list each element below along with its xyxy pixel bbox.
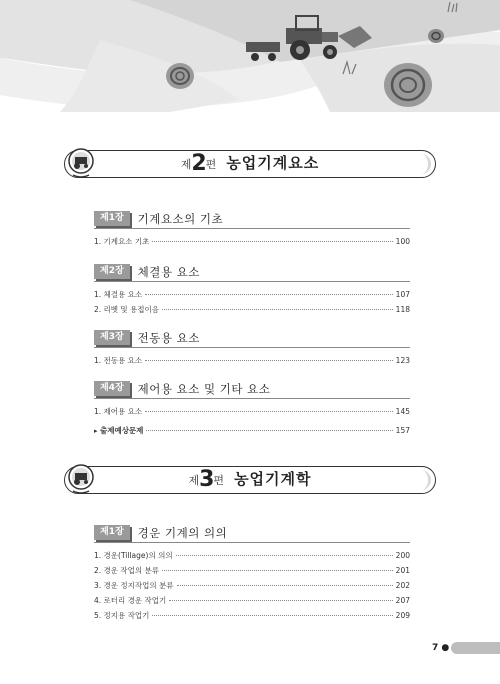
part-number: 2 bbox=[191, 151, 206, 176]
chapter-section bbox=[94, 261, 410, 319]
chapter-tag: 제3장 bbox=[94, 330, 130, 345]
chapter-title: 전동용 요소 bbox=[137, 330, 200, 345]
part-suffix: 편 bbox=[205, 158, 217, 171]
chapter-title: 기계요소의 기초 bbox=[137, 211, 224, 226]
chapter-tag: 제4장 bbox=[94, 381, 130, 396]
toc-entry[interactable] bbox=[94, 550, 410, 565]
toc-entry-page: 107 bbox=[395, 290, 410, 299]
page-number bbox=[432, 640, 449, 656]
chapter-tag: 제1장 bbox=[94, 211, 130, 226]
toc-entry-title: 5. 정지용 작업기 bbox=[94, 611, 150, 620]
part-3-banner bbox=[64, 466, 436, 494]
dot-leader bbox=[177, 585, 393, 586]
part-prefix: 제 bbox=[180, 158, 192, 171]
chapter-header bbox=[94, 378, 410, 396]
part-title bbox=[64, 152, 436, 176]
toc-entry-title: ▸ 출제예상문제 bbox=[94, 425, 143, 436]
page-number-tab bbox=[451, 642, 500, 654]
chapter-header bbox=[94, 327, 410, 345]
dot-leader bbox=[169, 600, 392, 601]
part-suffix: 편 bbox=[213, 474, 225, 487]
dot-leader bbox=[145, 360, 393, 361]
dot-leader bbox=[176, 555, 393, 556]
part-title bbox=[64, 468, 436, 492]
toc-entry[interactable] bbox=[94, 236, 410, 251]
toc-entry[interactable] bbox=[94, 304, 410, 319]
chapter-header bbox=[94, 208, 410, 226]
chapter-title: 제어용 요소 및 기타 요소 bbox=[137, 381, 271, 396]
toc-entry-page: 157 bbox=[395, 426, 410, 435]
toc-entry-title: 2. 경운 작업의 분류 bbox=[94, 566, 160, 575]
chapter-title: 경운 기계의 의의 bbox=[137, 525, 228, 540]
toc-entry-page: 200 bbox=[395, 551, 410, 560]
toc-entry-page: 201 bbox=[395, 566, 410, 575]
chapter-section bbox=[94, 208, 410, 251]
toc-entry-page: 207 bbox=[395, 596, 410, 605]
dot-leader bbox=[152, 241, 392, 242]
part-2-banner bbox=[64, 150, 436, 178]
toc-entry-title: 1. 제어용 요소 bbox=[94, 407, 143, 416]
toc-entry-title: 4. 로터리 경운 작업기 bbox=[94, 596, 167, 605]
chapter-section bbox=[94, 378, 410, 440]
header-illustration bbox=[0, 0, 500, 112]
dot-leader bbox=[145, 294, 393, 295]
bullet-icon: ● bbox=[441, 643, 450, 653]
toc-entry-page: 145 bbox=[395, 407, 410, 416]
chapter-header bbox=[94, 261, 410, 279]
toc-entry[interactable] bbox=[94, 289, 410, 304]
part-name: 농업기계학 bbox=[234, 470, 312, 488]
toc-entry-page: 209 bbox=[395, 611, 410, 620]
part-number: 3 bbox=[199, 467, 214, 492]
toc-entry-page: 123 bbox=[395, 356, 410, 365]
chapter-section bbox=[94, 327, 410, 370]
toc-entry[interactable] bbox=[94, 406, 410, 421]
dot-leader bbox=[145, 411, 393, 412]
dot-leader bbox=[152, 615, 392, 616]
toc-entry-title: 1. 체결용 요소 bbox=[94, 290, 143, 299]
part-name: 농업기계요소 bbox=[226, 154, 320, 172]
chapter-tag: 제2장 bbox=[94, 264, 130, 279]
chapter-header bbox=[94, 522, 410, 540]
toc-entry-page: 100 bbox=[395, 237, 410, 246]
toc-entry-title: 3. 경운 정지작업의 분류 bbox=[94, 581, 174, 590]
dot-leader bbox=[162, 309, 393, 310]
toc-entry[interactable] bbox=[94, 565, 410, 580]
toc-entry-title: 1. 전동용 요소 bbox=[94, 356, 143, 365]
toc-entry-title: 1. 기계요소 기초 bbox=[94, 237, 150, 246]
dot-leader bbox=[146, 430, 392, 431]
toc-entry[interactable] bbox=[94, 355, 410, 370]
toc-entry-page: 202 bbox=[395, 581, 410, 590]
chapter-section bbox=[94, 522, 410, 625]
part-prefix: 제 bbox=[188, 474, 200, 487]
toc-entry[interactable] bbox=[94, 610, 410, 625]
dot-leader bbox=[162, 570, 393, 571]
toc-entry[interactable] bbox=[94, 580, 410, 595]
toc-entry-page: 118 bbox=[395, 305, 410, 314]
toc-entry-title: 1. 경운(Tillage)의 의의 bbox=[94, 551, 173, 560]
page-number-value: 7 bbox=[432, 643, 439, 653]
toc-entry-title: 2. 리벳 및 용접이음 bbox=[94, 305, 160, 314]
toc-entry[interactable] bbox=[94, 595, 410, 610]
chapter-tag: 제1장 bbox=[94, 525, 130, 540]
toc-entry-exercises[interactable] bbox=[94, 425, 410, 440]
chapter-title: 체결용 요소 bbox=[137, 264, 200, 279]
